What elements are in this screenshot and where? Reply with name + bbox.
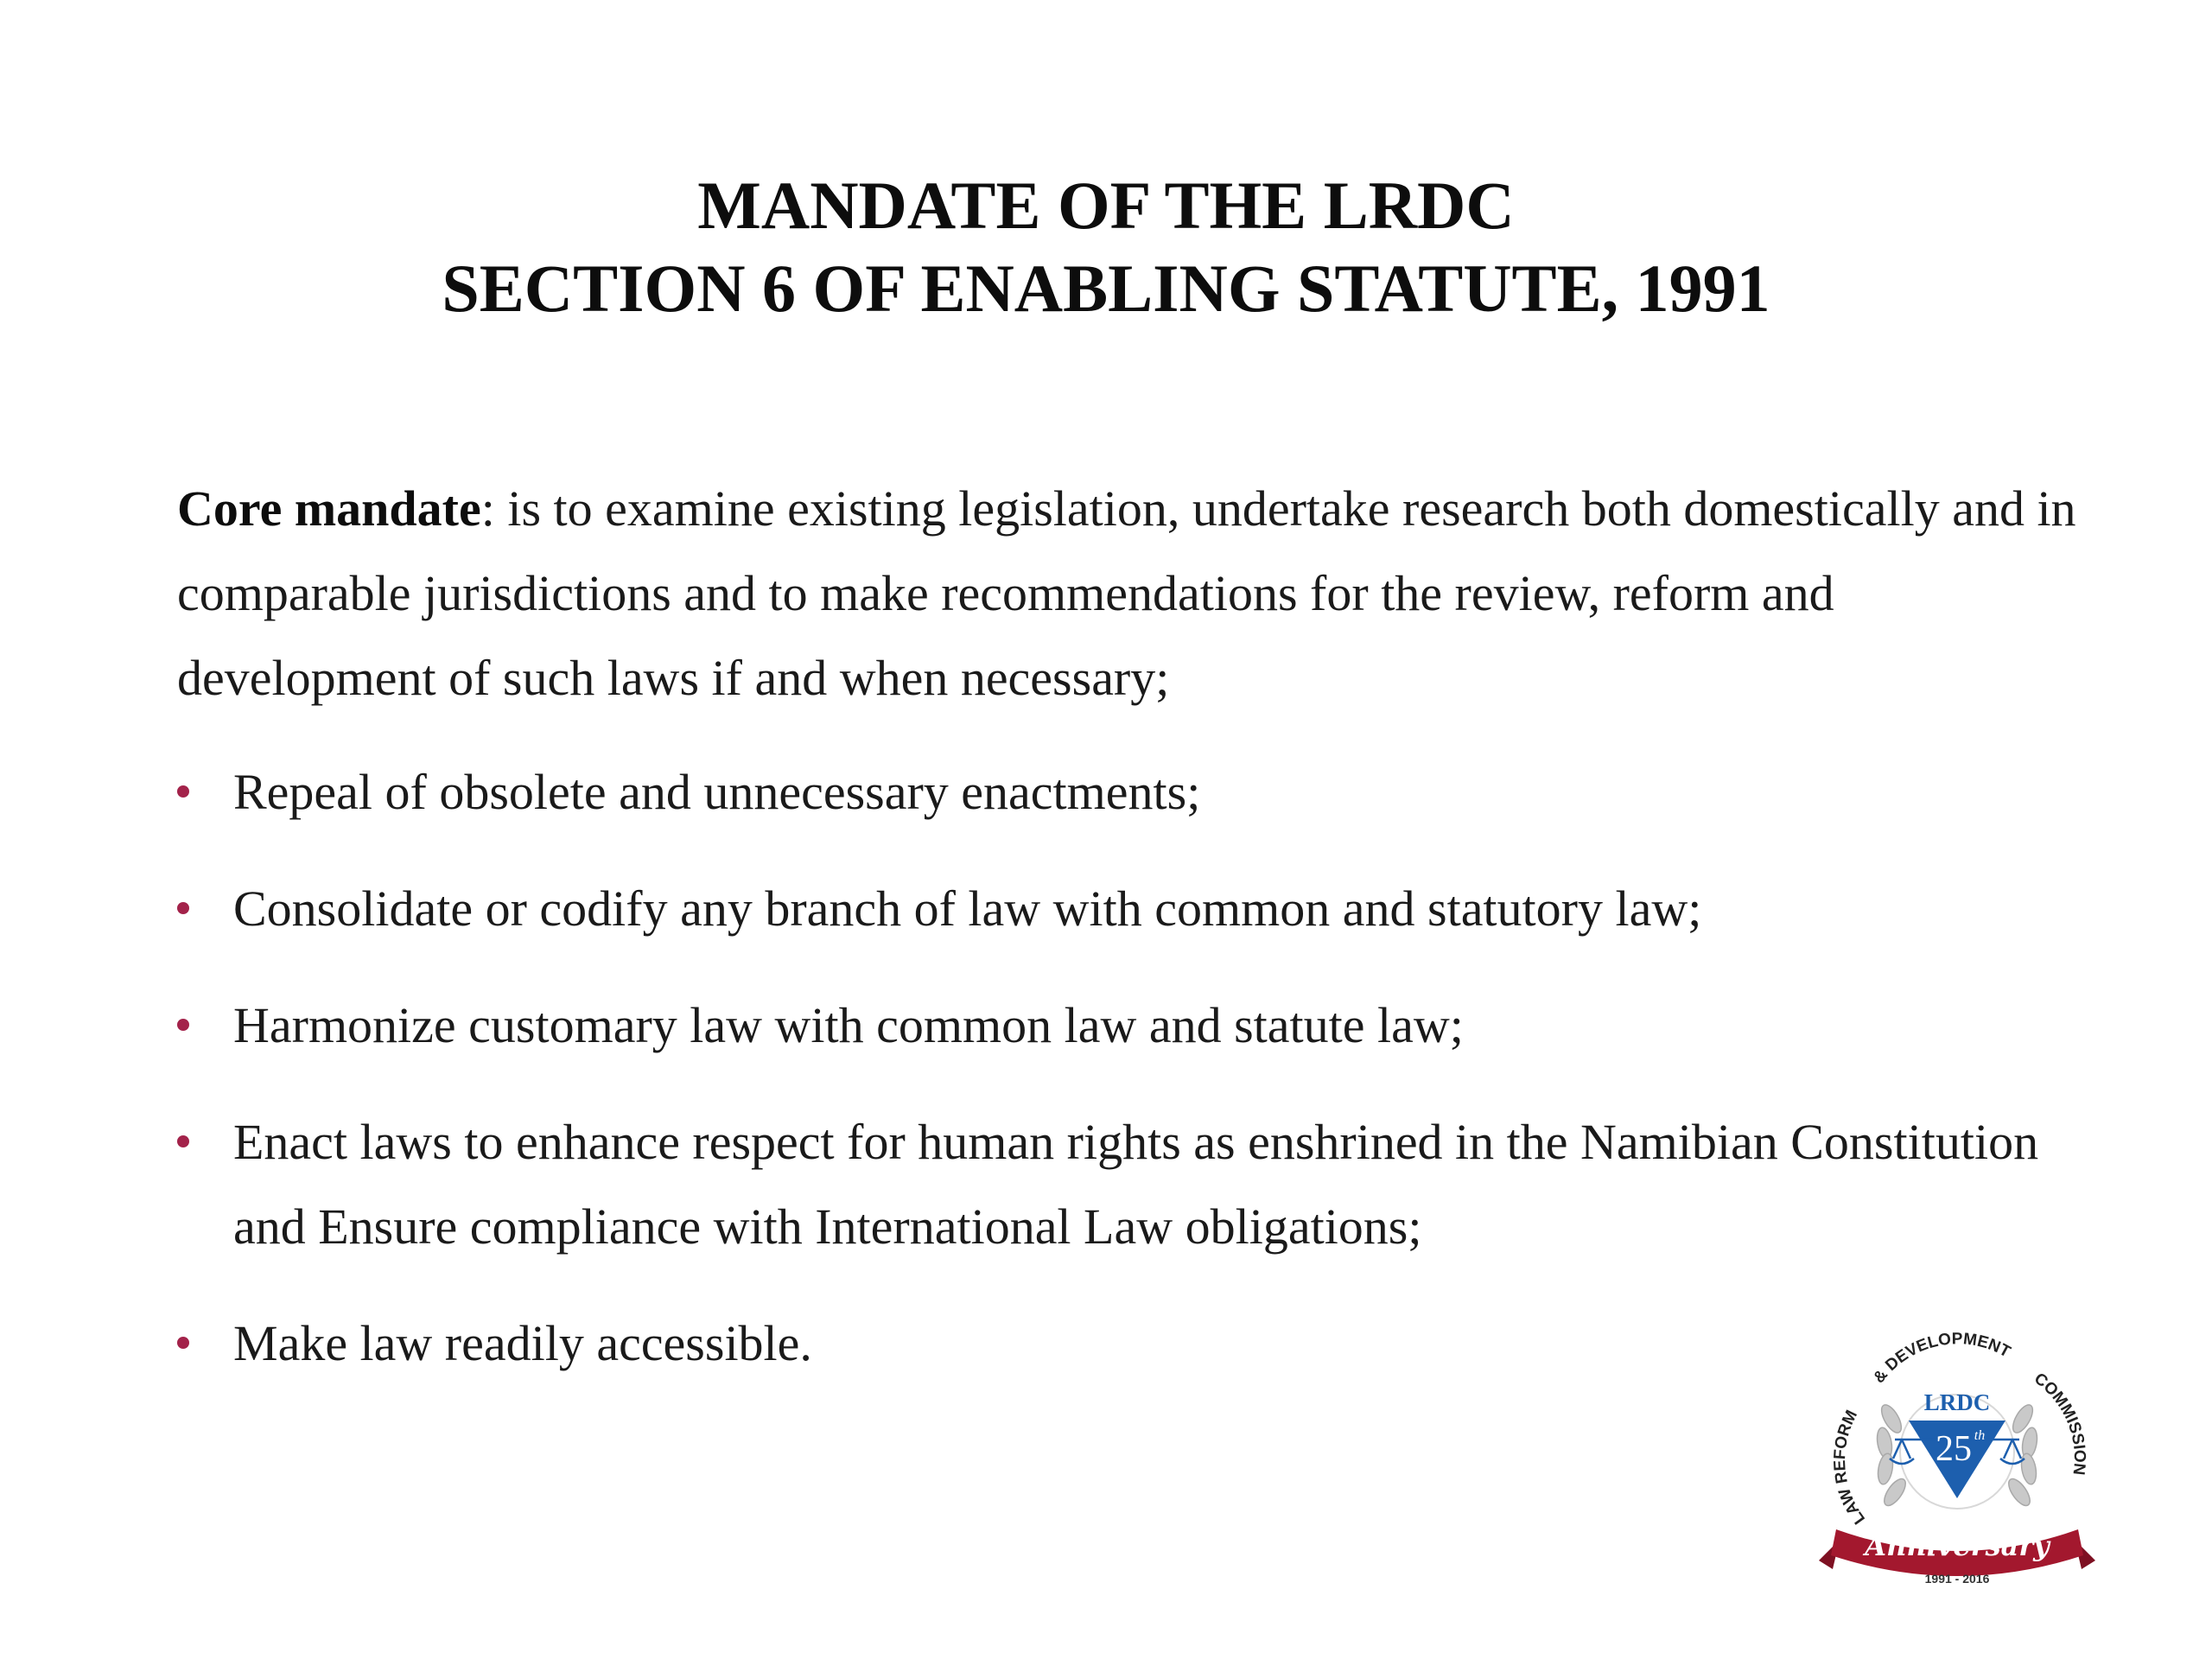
core-mandate-text: : is to examine existing legislation, undertake research both domestically and in comparable jurisdictions and to make recommendations for the review, reform and development of such laws if and when necessary; bbox=[177, 480, 2076, 706]
slide-title bbox=[0, 164, 2212, 330]
bullet-dot-icon bbox=[177, 867, 194, 951]
core-mandate-label: Core mandate bbox=[177, 480, 481, 537]
logo-number-suffix: th bbox=[1974, 1428, 1986, 1443]
logo-ring-text-left: LAW REFORM bbox=[1831, 1407, 1870, 1528]
logo-years: 1991 - 2016 bbox=[1924, 1572, 1990, 1586]
lrdc-logo-emblem bbox=[1802, 1313, 2113, 1590]
slide-body bbox=[177, 467, 2095, 1418]
logo-ring-text-top: & DEVELOPMENT bbox=[1870, 1330, 2014, 1388]
bullet-dot-icon bbox=[177, 1301, 194, 1386]
title-line-2: SECTION 6 OF ENABLING STATUTE, 1991 bbox=[442, 251, 1770, 326]
bullet-text: Consolidate or codify any branch of law with common and statutory law; bbox=[233, 880, 1702, 937]
bullet-item bbox=[177, 867, 2095, 951]
bullet-item bbox=[177, 750, 2095, 835]
bullet-item bbox=[177, 1100, 2095, 1269]
title-line-1: MANDATE OF THE LRDC bbox=[697, 168, 1515, 243]
bullet-item bbox=[177, 983, 2095, 1068]
bullet-dot-icon bbox=[177, 983, 194, 1068]
logo-ring-text-right: COMMISSION bbox=[2031, 1370, 2089, 1477]
bullet-text: Enact laws to enhance respect for human rights as enshrined in the Namibian Constitution and Ensure compliance with International Law obligations; bbox=[233, 1114, 2039, 1255]
mandate-bullet-list bbox=[177, 750, 2095, 1386]
bullet-text: Harmonize customary law with common law and statute law; bbox=[233, 997, 1464, 1053]
bullet-text: Make law readily accessible. bbox=[233, 1315, 812, 1371]
bullet-text: Repeal of obsolete and unnecessary enactments; bbox=[233, 764, 1201, 820]
logo-ribbon-text: Anniversary bbox=[1865, 1529, 2050, 1562]
logo-abbrev: LRDC bbox=[1923, 1389, 1991, 1415]
bullet-dot-icon bbox=[177, 1100, 194, 1185]
bullet-dot-icon bbox=[177, 750, 194, 835]
logo-number: 25 bbox=[1936, 1429, 1972, 1469]
lrdc-anniversary-logo bbox=[1802, 1313, 2113, 1590]
core-mandate-paragraph bbox=[177, 467, 2095, 721]
